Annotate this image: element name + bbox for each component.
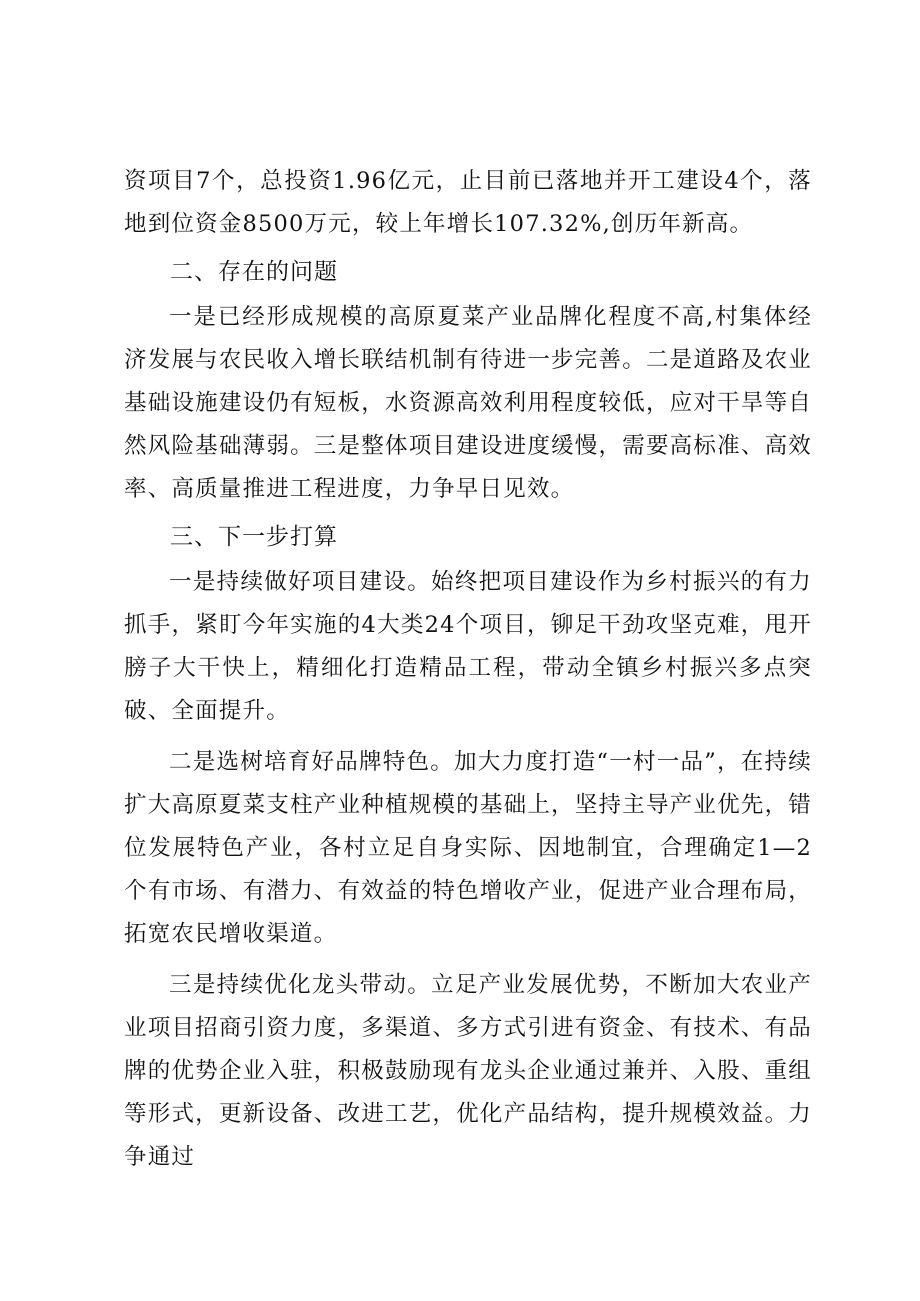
paragraph-leading-enterprises: 三是持续优化龙头带动。立足产业发展优势，不断加大农业产业项目招商引资力度，多渠道、多方式引进有资金、有技术、有品牌的优势企业入驻，积极鼓励现有龙头企业通过兼并、入股、重组等形式，更新设备、改进工艺，优化产品结构，提升规模效益。力争通过 (124, 972, 812, 1170)
paragraph-brand-features: 二是选树培育好品牌特色。加大力度打造“一村一品”，在持续扩大高原夏菜支柱产业种植规模的基础上，坚持主导产业优先，错位发展特色产业，各村立足自身实际、因地制宜，合理确定1—2个有市场、有潜力、有效益的特色增收产业，促进产业合理布局，拓宽农民增收渠道。 (124, 749, 812, 947)
section-heading-next-steps: 三、下一步打算 (170, 524, 338, 550)
section-heading-problems: 二、存在的问题 (170, 259, 338, 285)
paragraph-problems: 一是已经形成规模的高原夏菜产业品牌化程度不高,村集体经济发展与农民收入增长联结机制有待进一步完善。二是道路及农业基础设施建设仍有短板，水资源高效利用程度较低，应对干旱等自然风险基础薄弱。三是整体项目建设进度缓慢，需要高标准、高效率、高质量推进工程进度，力争早日见效。 (124, 304, 812, 502)
paragraph-continued: 资项目7个，总投资1.96亿元，止目前已落地并开工建设4个，落地到位资金8500万元，较上年增长107.32%,创历年新高。 (124, 168, 812, 237)
paragraph-project-construction: 一是持续做好项目建设。始终把项目建设作为乡村振兴的有力抓手，紧盯今年实施的4大类24个项目，铆足干劲攻坚克难，甩开膀子大干快上，精细化打造精品工程，带动全镇乡村振兴多点突破、全面提升。 (124, 569, 812, 724)
paragraph-gap (124, 733, 812, 741)
document-body (124, 160, 812, 1179)
paragraph-gap (124, 956, 812, 964)
